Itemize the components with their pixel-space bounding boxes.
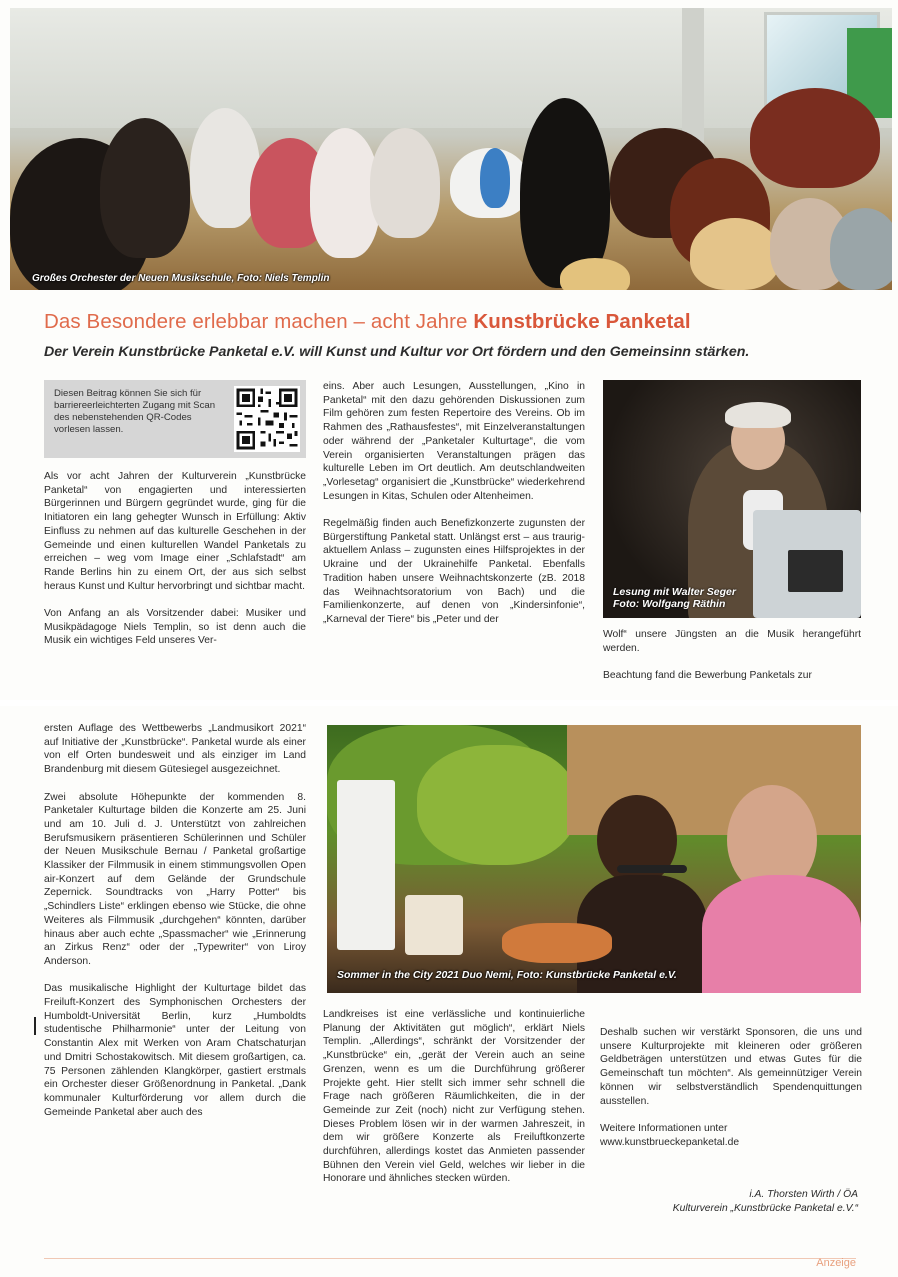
audience-head	[690, 218, 780, 290]
footer-rule	[44, 1258, 856, 1259]
audience-head	[560, 258, 630, 290]
column-2-top	[323, 380, 585, 627]
column-1-bottom	[44, 722, 306, 1119]
paragraph: Wolf“ unsere Jüngsten an die Musik herangeführt werden.	[603, 629, 861, 654]
book	[788, 550, 843, 592]
musicians-group	[750, 88, 880, 188]
info-box-text: Diesen Beitrag können Sie sich für barriereerleichterten Zugang mit Scan des nebenstehenden QR-Codes vorlesen lassen.	[54, 388, 216, 435]
author-credit	[600, 1188, 858, 1215]
column-2-bottom	[323, 1008, 585, 1186]
reading-photo	[603, 380, 861, 618]
paragraph: Landkreises ist eine verlässliche und kontinuierliche Planung der Aktivitäten gut möglich“, erklärt Niels Templin. „Allerdings“, schränkt der Vorsitzender der „Kunstbrücke“ ein, „gerät der Verein auch an seine Grenzen, wenn es um die Durchführung größerer Projekte geht. Hier stellt sich immer sehr schnell die Frage nach größeren Räumlichkeiten, die in der Gemeinde zur Zeit (noch) nicht zur Verfügung stehen. Dieses Problem lösen wir in der warmen Jahreszeit, in dem wir größere Konzerte als Freiluftkonzerte durchführen, allerdings kostet das Anmieten passender Bühnen den Verein viel Geld, welches wir lieber in die Honorare und ähnliches stecken würden.	[323, 1009, 585, 1185]
paragraph: Das musikalische Highlight der Kulturtage bildet das Freiluft-Konzert des Symphonischen Orchesters der Humboldt-Universität Berlin, kurz „Humboldts studentische Philharmonie“ unter der Leitung von Constantin Alex mit Werken von Aram Chatschaturjan und Dmitri Schostakowitsch. Mit diesem großartigen, ca. 75 Personen zählenden Klangkörper, gastiert erstmals ein Orchester dieser Größenordnung in Panketal. „Dank kommunaler Kulturförderung vor allem durch die Gemeinde Panketal aber auch des	[44, 983, 306, 1118]
concert-photo-caption: Sommer in the City 2021 Duo Nemi, Foto: Kunstbrücke Panketal e.V.	[337, 969, 677, 981]
musician-silhouette	[100, 118, 190, 258]
sign-board	[405, 895, 463, 955]
guitar	[502, 923, 612, 963]
paragraph: eins. Aber auch Lesungen, Ausstellungen, „Kino in Panketal“ mit den dazu gehörenden Diskussionen zum Film gehören zum festen Repertoire des Vereins. Ob im Rahmen des „Rathausfestes“, mit Einzelveranstaltungen oder während der „Panketaler Kulturtage“, die vom Verein organisierten Veranstaltungen prägen das kulturelle Leben im Ort deutlich. Am deutschlandweiten „Vorlesetag“ organisiert die „Kunstbrücke“ wiederkehrend Lesungen in Kitas, Schulen oder Altenheimen.	[323, 381, 585, 502]
headline-bold: Kunstbrücke Panketal	[473, 310, 691, 333]
page-split	[0, 700, 898, 706]
orchestra-photo-caption: Großes Orchester der Neuen Musikschule, Foto: Niels Templin	[32, 273, 330, 284]
column-1-top	[44, 470, 306, 648]
qr-code-icon[interactable]	[234, 386, 300, 452]
reading-photo-caption	[613, 586, 736, 610]
ad-label: Anzeige	[816, 1257, 856, 1269]
chair	[480, 148, 510, 208]
more-info-label: Weitere Informationen unter	[600, 1122, 728, 1134]
paragraph: Deshalb suchen wir verstärkt Sponsoren, die uns und unsere Kulturprojekte mit kleineren oder größeren Geldbeträgen unterstützen und etwas Gutes für die Gemeinschaft tun möchten“. Als gemeinnütziger Verein können wir selbstverständlich Spendenquittungen ausstellen.	[600, 1027, 862, 1107]
concert-photo	[327, 725, 861, 993]
paragraph: ersten Auflage des Wettbewerbs „Landmusikort 2021“ auf Initiative der „Kunstbrücke“. Panketal wurde als einer von elf Orten bundesweit und als einziger im Land Brandenburg mit diesem Gütesiegel ausgezeichnet.	[44, 723, 306, 776]
text-cursor	[34, 1017, 36, 1035]
musician-silhouette	[370, 128, 440, 238]
reading-caption-line: Lesung mit Walter Seger	[613, 586, 736, 598]
headline-plain: Das Besondere erlebbar machen – acht Jahre	[44, 310, 474, 333]
reader-hair	[725, 402, 791, 428]
orchestra-photo	[10, 8, 892, 290]
paragraph: Regelmäßig finden auch Benefizkonzerte zugunsten der Bürgerstiftung Panketal statt. Unlängst erst – aus traurig-aktuellem Anlass – zugunsten eines Hilfsprojektes in der Ukraine und der Ukrainehilfe Panketal. Ebenfalls Tradition haben unsere Weihnachtskonzerte (zB. 2018 das Weihnachtsoratorium von Bach) und die Familienkonzerte, auf denen von „Kindersinfonie“, „Karneval der Tiere“ bis „Peter und der	[323, 518, 585, 625]
column-3-bottom	[600, 1026, 862, 1149]
more-info	[600, 1122, 862, 1149]
article-subline: Der Verein Kunstbrücke Panketal e.V. will Kunst und Kultur vor Ort fördern und den Gemeinsinn stärken.	[44, 344, 750, 360]
banner-stand	[337, 780, 395, 950]
reading-caption-line: Foto: Wolfgang Räthin	[613, 598, 726, 610]
paragraph: Beachtung fand die Bewerbung Panketals zur	[603, 670, 812, 682]
singer-shirt	[702, 875, 861, 993]
paragraph: Von Anfang an als Vorsitzender dabei: Musiker und Musikpädagoge Niels Templin, so ist denn auch die Musik ein wichtiges Feld unseres Ver-	[44, 608, 306, 647]
audience-head	[830, 208, 892, 290]
accessibility-info-box	[44, 380, 306, 458]
credit-line: i.A. Thorsten Wirth / ÖA	[749, 1189, 858, 1200]
paragraph: Als vor acht Jahren der Kulturverein „Kunstbrücke Panketal“ von engagierten und interessierten Bürgerinnen und Bürgern gegründet wurde, ging für die Initiatoren ein lang gehegter Wunsch in Erfüllung: Aktiv Einfluss zu nehmen auf das kulturelle Geschehen in der Gemeinde und einen kulturellen Wandel Panketals zu erreichen – weg vom Image einer „Schlafstadt“ am Rande Berlins hin zu einem Ort, der aus sich selbst heraus Kunst und Kultur hervorbringt und sichtbar macht.	[44, 471, 306, 592]
website-link[interactable]: www.kunstbrueckepanketal.de	[600, 1136, 740, 1148]
paragraph: Zwei absolute Höhepunkte der kommenden 8. Panketaler Kulturtage bilden die Konzerte am 25. Juni und am 10. Juli d. J. Unterstützt von zahlreichen Berufsmusikern präsentieren Schülerinnen und Schüler der Neuen Musikschule Bernau / Panketal großartige Klassiker der Filmmusik in einem stimmungsvollen Open air-Konzert auf dem Gelände der Grundschule Zepernick. Soundtracks von „Harry Potter“ bis „Schindlers Liste“ erklingen ebenso wie Stücke, die ohne Weiteres als Filmmusik „durchgehen“ könnten, darüber hinaus aber auch echte „Spassmacher“ wie „Erinnerung an Zirkus Renz“ oder der „Typewriter“ von Liroy Anderson.	[44, 791, 306, 967]
credit-line: Kulturverein „Kunstbrücke Panketal e.V.“	[672, 1202, 858, 1214]
article-headline	[44, 310, 691, 334]
column-3-top	[603, 628, 861, 683]
tree-foliage	[417, 745, 577, 865]
microphone	[617, 865, 687, 873]
